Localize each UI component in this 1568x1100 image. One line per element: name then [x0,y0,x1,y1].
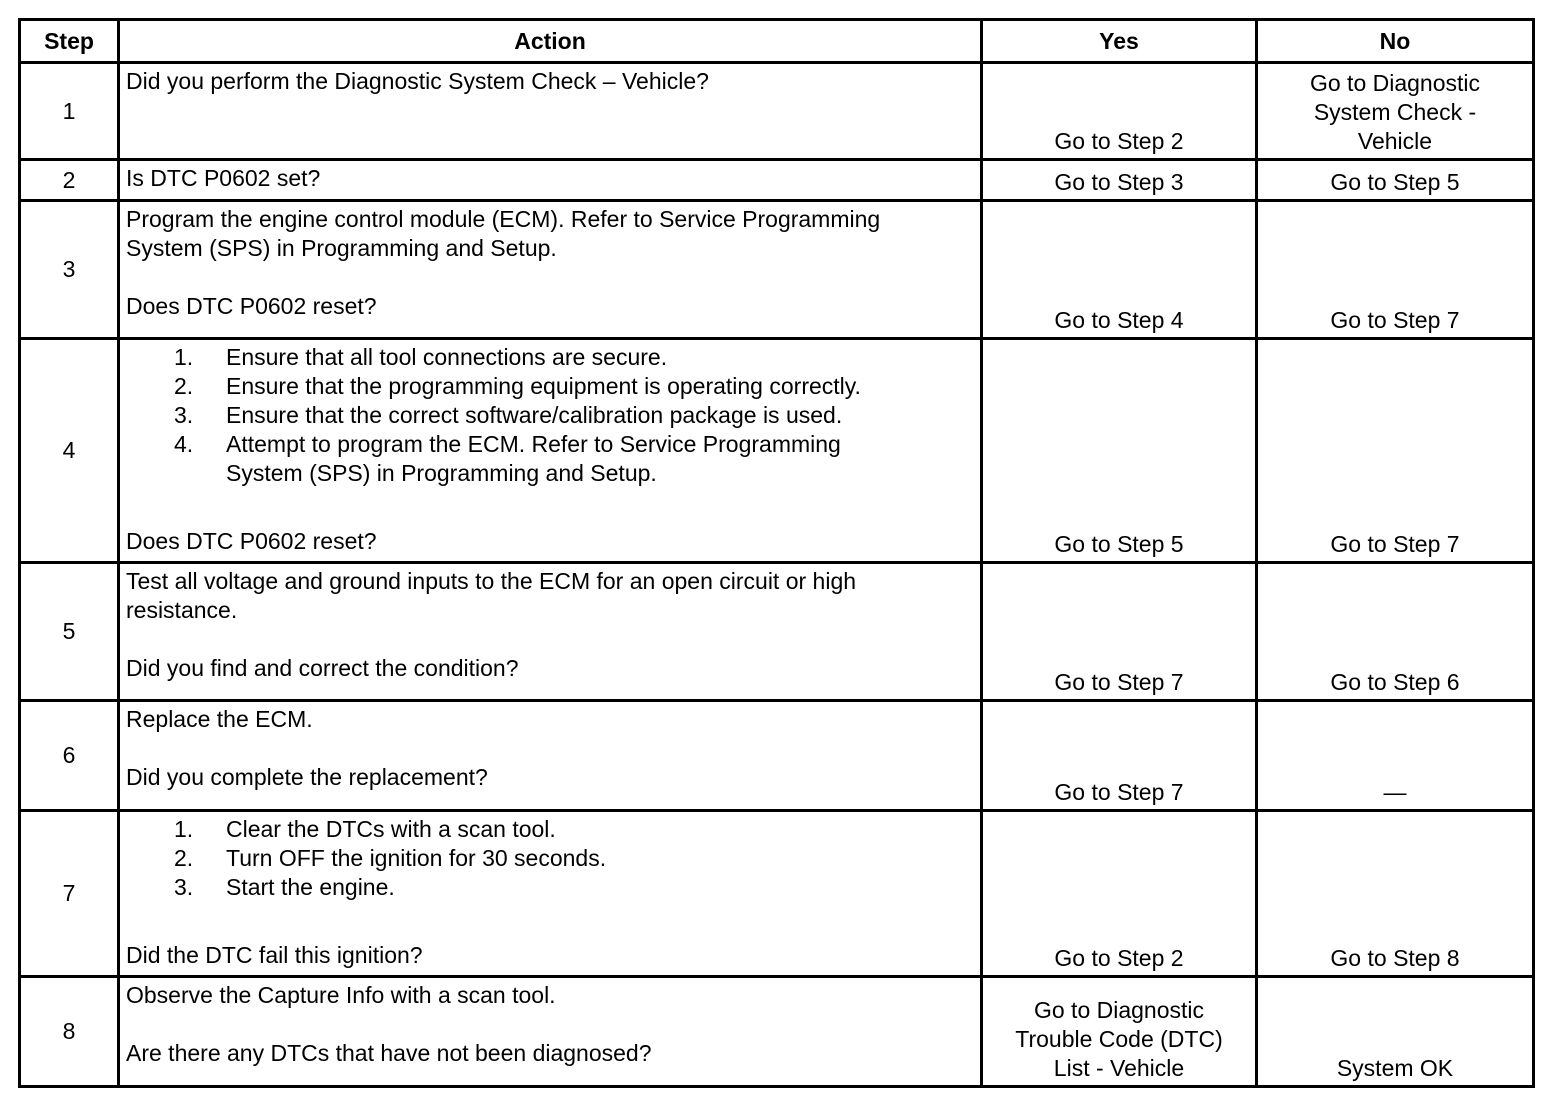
yes-cell: Go to Diagnostic Trouble Code (DTC) List - Vehicle [982,977,1257,1087]
table-row [20,160,1534,201]
no-cell: System OK [1257,977,1534,1087]
action-text: Is DTC P0602 set? [126,165,321,191]
action-question: Does DTC P0602 reset? [126,293,377,319]
action-cell [119,811,982,977]
action-cell [119,339,982,563]
step-number: 6 [20,701,119,811]
procedure-list [126,343,974,488]
table-row [20,563,1534,701]
header-step: Step [20,20,119,63]
action-question: Did you find and correct the condition? [126,655,519,681]
diagnostic-table [18,18,1535,1088]
step-number: 7 [20,811,119,977]
step-number: 2 [20,160,119,201]
header-yes: Yes [982,20,1257,63]
procedure-list [126,815,974,902]
step-number: 8 [20,977,119,1087]
action-cell [119,63,982,160]
list-item-number: 2. [174,845,194,871]
action-text: Program the engine control module (ECM). Refer to Service Programming System (SPS) in Programming and Setup. [126,206,881,261]
action-question: Did the DTC fail this ignition? [126,942,423,968]
action-question: Did you complete the replacement? [126,764,488,790]
list-item-number: 4. [174,431,194,457]
list-item [126,844,974,873]
list-item-text: Start the engine. [226,874,395,900]
action-text: Replace the ECM. [126,706,313,732]
list-item-text: Turn OFF the ignition for 30 seconds. [226,845,607,871]
list-item-number: 3. [174,402,194,428]
list-item-text: Ensure that the correct software/calibration package is used. [226,402,843,428]
yes-cell: Go to Step 7 [982,701,1257,811]
list-item-number: 1. [174,344,194,370]
action-cell [119,977,982,1087]
list-item-text: Attempt to program the ECM. Refer to Service Programming System (SPS) in Programming and Setup. [226,431,841,486]
action-cell [119,160,982,201]
step-number: 4 [20,339,119,563]
no-cell: Go to Step 7 [1257,201,1534,339]
action-text: Test all voltage and ground inputs to the ECM for an open circuit or high resistance. [126,568,857,623]
action-cell [119,701,982,811]
list-item [126,343,974,372]
list-item [126,401,974,430]
table-row [20,977,1534,1087]
step-number: 1 [20,63,119,160]
header-row [20,20,1534,63]
header-no: No [1257,20,1534,63]
table-row [20,701,1534,811]
action-cell [119,563,982,701]
step-number: 5 [20,563,119,701]
list-item-number: 2. [174,373,194,399]
action-text: Did you perform the Diagnostic System Check – Vehicle? [126,68,709,94]
yes-cell: Go to Step 4 [982,201,1257,339]
list-item-number: 3. [174,874,194,900]
step-number: 3 [20,201,119,339]
yes-cell: Go to Step 2 [982,811,1257,977]
no-cell: Go to Step 8 [1257,811,1534,977]
header-action: Action [119,20,982,63]
no-cell: Go to Step 5 [1257,160,1534,201]
table-row [20,201,1534,339]
table-row [20,811,1534,977]
yes-cell: Go to Step 3 [982,160,1257,201]
no-cell: Go to Step 7 [1257,339,1534,563]
action-cell [119,201,982,339]
list-item [126,430,974,488]
yes-cell: Go to Step 7 [982,563,1257,701]
action-question: Are there any DTCs that have not been diagnosed? [126,1040,652,1066]
list-item-text: Ensure that the programming equipment is operating correctly. [226,373,861,399]
list-item-text: Clear the DTCs with a scan tool. [226,816,556,842]
list-item [126,873,974,902]
yes-cell: Go to Step 5 [982,339,1257,563]
list-item [126,815,974,844]
table-row [20,63,1534,160]
table-row [20,339,1534,563]
list-item-number: 1. [174,816,194,842]
no-cell: Go to Step 6 [1257,563,1534,701]
list-item [126,372,974,401]
action-text: Observe the Capture Info with a scan tool. [126,982,556,1008]
no-cell: Go to Diagnostic System Check - Vehicle [1257,63,1534,160]
yes-cell: Go to Step 2 [982,63,1257,160]
no-cell: — [1257,701,1534,811]
action-question: Does DTC P0602 reset? [126,528,377,554]
list-item-text: Ensure that all tool connections are secure. [226,344,668,370]
